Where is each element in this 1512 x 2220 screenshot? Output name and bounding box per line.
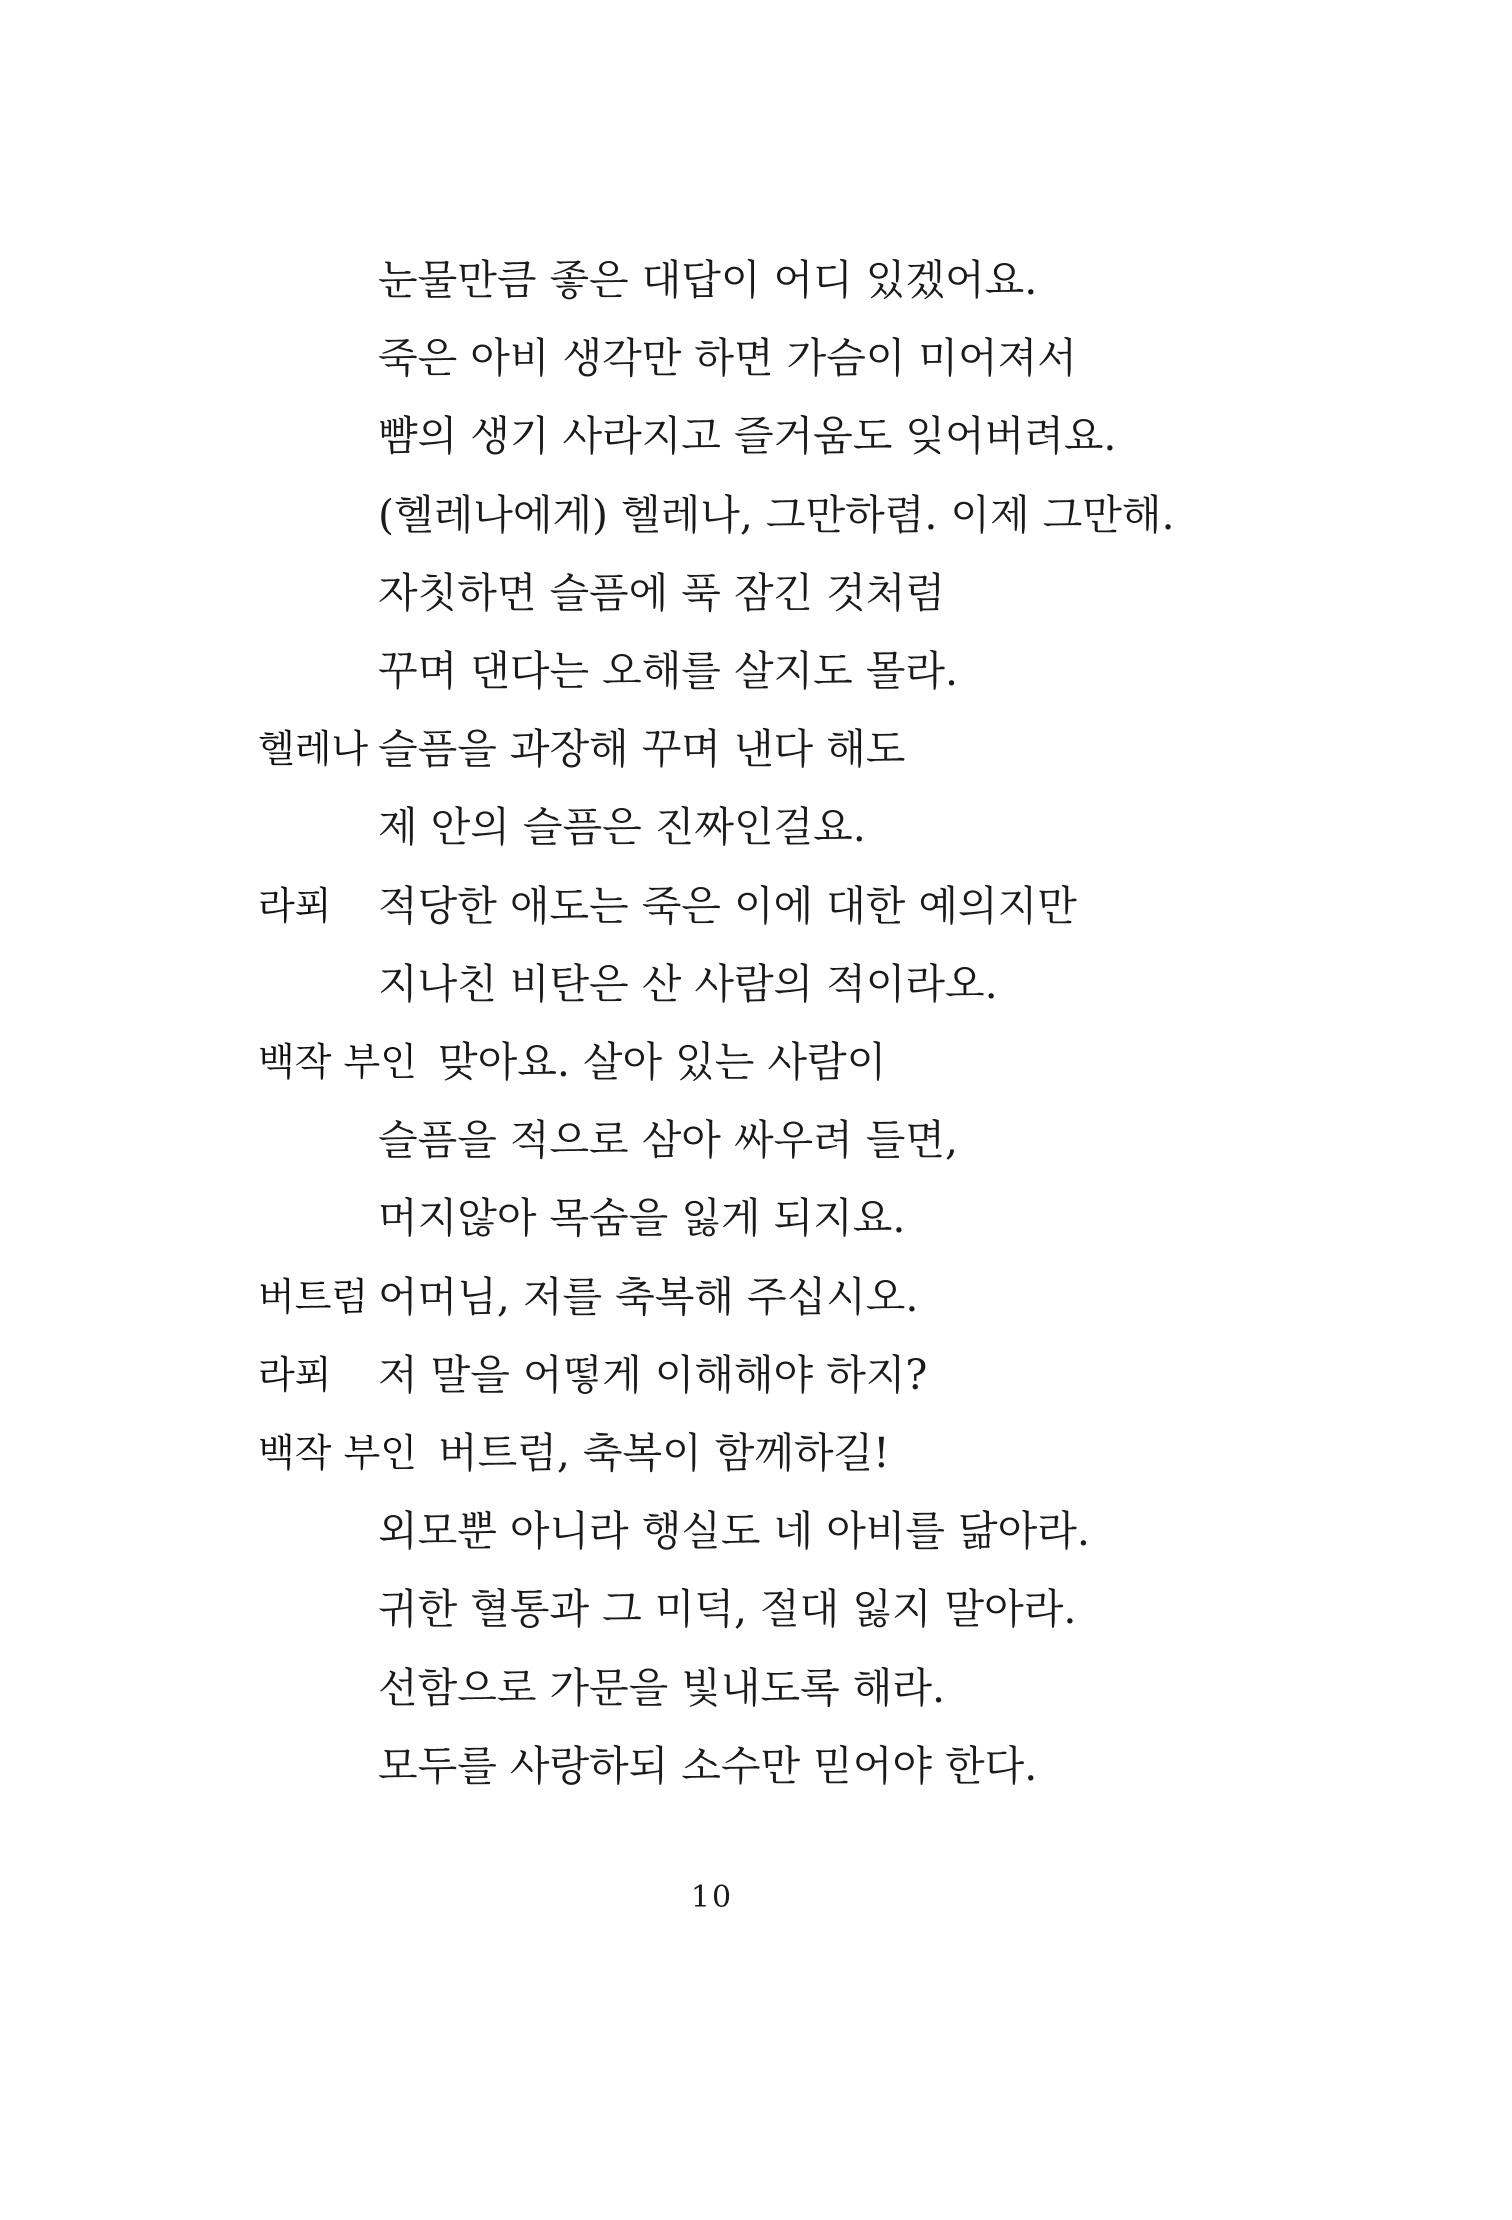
speaker-name: 헬레나 (258, 727, 369, 771)
speaker-name: 백작 부인 (258, 1431, 417, 1475)
dialogue-text: 적당한 애도는 죽은 이에 대한 예의지만 (378, 882, 1077, 930)
dialogue-text: 버트럼, 축복이 함께하길! (438, 1429, 890, 1477)
dialogue-text: 귀한 혈통과 그 미덕, 절대 잃지 말아라. (378, 1585, 1077, 1633)
page-number: 10 (690, 1880, 734, 1915)
dialogue-text: 외모뿐 아니라 행실도 네 아비를 닮아라. (378, 1507, 1090, 1555)
dialogue-text: 지나친 비탄은 산 사람의 적이라오. (378, 960, 998, 1008)
dialogue-text: 슬픔을 과장해 꾸며 낸다 해도 (378, 725, 906, 773)
dialogue-text: 맞아요. 살아 있는 사람이 (438, 1038, 887, 1086)
dialogue-text: 모두를 사랑하되 소수만 믿어야 한다. (378, 1742, 1038, 1790)
dialogue-text: 선함으로 가문을 빛내도록 해라. (378, 1664, 946, 1712)
dialogue-text: 저 말을 어떻게 이해해야 하지? (378, 1351, 928, 1399)
dialogue-text: 어머님, 저를 축복해 주십시오. (378, 1273, 919, 1321)
dialogue-text: 자칫하면 슬픔에 푹 잠긴 것처럼 (378, 569, 946, 617)
dialogue-text: 슬픔을 적으로 삼아 싸우려 들면, (378, 1116, 959, 1164)
dialogue-text: 꾸며 댄다는 오해를 살지도 몰라. (378, 647, 959, 695)
dialogue-text: 죽은 아비 생각만 하면 가슴이 미어져서 (378, 334, 1077, 382)
speaker-name: 라푀 (258, 1353, 332, 1397)
speaker-name: 라푀 (258, 884, 332, 928)
speaker-name: 백작 부인 (258, 1040, 417, 1084)
dialogue-text: 뺨의 생기 사라지고 즐거움도 잊어버려요. (378, 412, 1117, 460)
speaker-name: 버트럼 (258, 1275, 369, 1319)
dialogue-text: 눈물만큼 좋은 대답이 어디 있겠어요. (378, 256, 1038, 304)
dialogue-text: (헬레나에게) 헬레나, 그만하렴. 이제 그만해. (378, 491, 1175, 539)
dialogue-text: 머지않아 목숨을 잃게 되지요. (378, 1194, 906, 1242)
dialogue-text: 제 안의 슬픔은 진짜인걸요. (378, 803, 866, 851)
